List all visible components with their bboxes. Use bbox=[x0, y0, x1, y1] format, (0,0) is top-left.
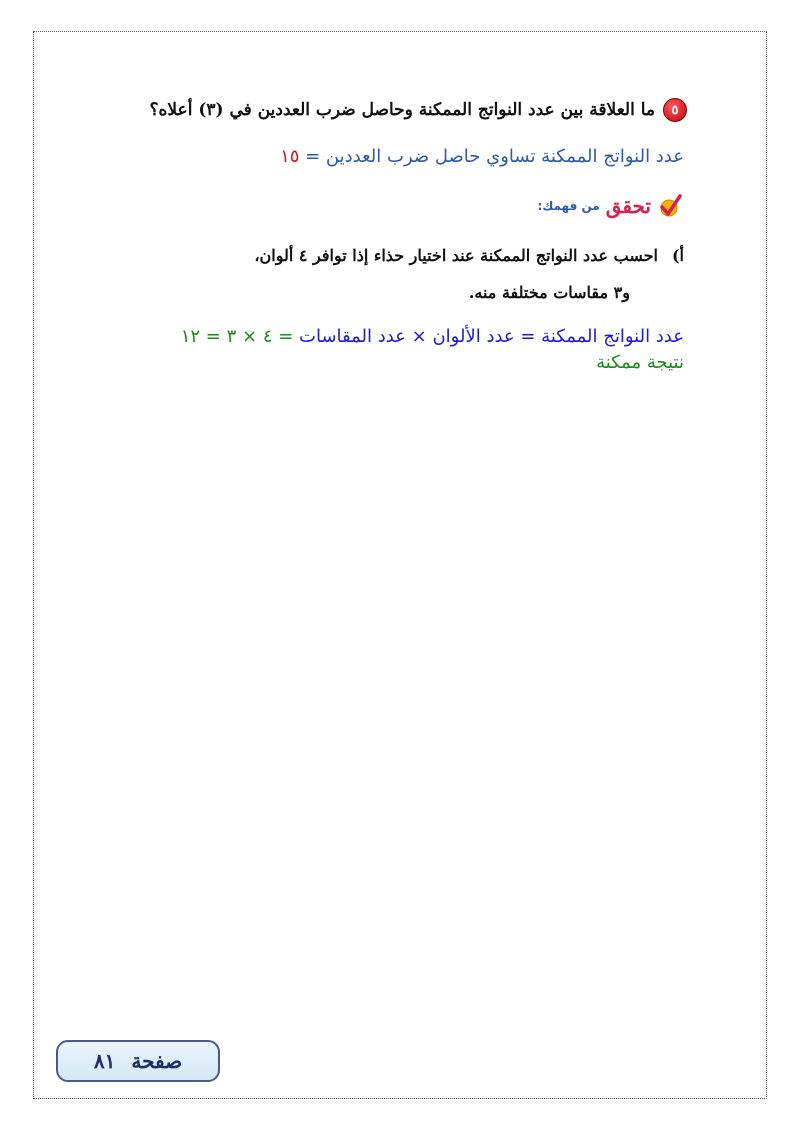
page-label: صفحة bbox=[131, 1049, 183, 1073]
answer-5-value: ١٥ bbox=[280, 146, 300, 167]
answer-note: نتيجة ممكنة bbox=[596, 352, 684, 373]
exercise-a-answer bbox=[181, 326, 684, 347]
page-frame bbox=[33, 31, 767, 1099]
answer-5 bbox=[280, 146, 684, 167]
checkmark-icon bbox=[657, 193, 683, 219]
check-subtitle: من فهمك: bbox=[537, 199, 600, 213]
exercise-a bbox=[254, 246, 684, 265]
exercise-a-letter: أ) bbox=[671, 246, 684, 265]
answer-result: = ٤ × ٣ = ١٢ bbox=[180, 326, 300, 347]
answer-5-text: عدد النواتج الممكنة تساوي حاصل ضرب العددين = bbox=[299, 146, 684, 167]
check-title: تحقق bbox=[605, 194, 651, 218]
answer-formula: عدد النواتج الممكنة = عدد الألوان × عدد المقاسات bbox=[299, 326, 684, 347]
check-understanding-heading bbox=[538, 193, 683, 219]
question-number-badge: ٥ bbox=[663, 98, 687, 122]
exercise-a-line-1: احسب عدد النواتج الممكنة عند اختيار حذاء إذا توافر ٤ ألوان، bbox=[254, 246, 658, 265]
page-number-badge bbox=[56, 1040, 220, 1082]
page-number: ٨١ bbox=[93, 1049, 116, 1073]
question-5-text: ما العلاقة بين عدد النواتج الممكنة وحاصل ضرب العددين في (٣) أعلاه؟ bbox=[149, 100, 655, 120]
question-5 bbox=[149, 98, 687, 122]
exercise-a-line-2: و٣ مقاسات مختلفة منه. bbox=[468, 283, 630, 302]
